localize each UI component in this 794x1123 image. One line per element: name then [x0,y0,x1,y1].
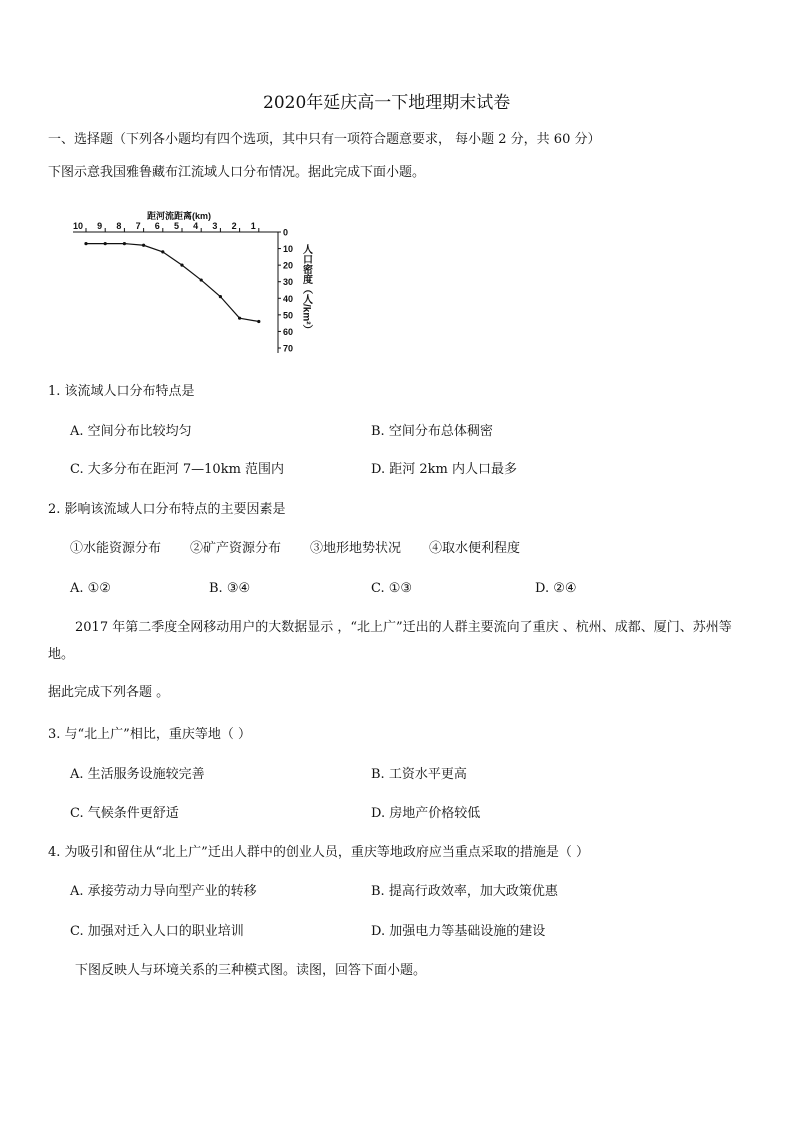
q2-option-a[interactable]: A. ①② [70,581,111,596]
q1-option-b[interactable]: B. 空间分布总体稠密 [371,424,493,439]
top-axis-label: 距河流距离(km) [147,211,212,221]
q3-option-d[interactable]: D. 房地产价格较低 [371,806,481,821]
y-tick-label: 10 [283,244,294,255]
x-tick-label: 3 [212,221,218,231]
x-tick-label: 6 [154,221,160,231]
q2-option-b[interactable]: B. ③④ [209,581,251,596]
y-tick-label: 40 [283,293,294,304]
data-point [219,295,222,298]
q2-option-c[interactable]: C. ①③ [371,581,413,596]
data-point [123,242,126,245]
x-tick-label: 2 [231,221,237,231]
data-point [257,320,260,323]
data-point [104,242,107,245]
x-tick-label: 9 [97,221,103,231]
y-tick-label: 20 [283,260,294,271]
intro-text-1: 下图示意我国雅鲁藏布江流域人口分布情况。据此完成下面小题。 [48,165,426,180]
q4-option-a[interactable]: A. 承接劳动力导向型产业的转移 [70,884,257,899]
population-density-chart [70,208,370,356]
x-tick-label: 5 [173,221,179,231]
data-point [200,278,203,281]
y-tick-label: 0 [283,227,289,238]
intro-text-2-line1: 2017 年第二季度全网移动用户的大数据显示 ，“北上广”迁出的人群主要流向了重庆 、杭州、成都、厦门、苏州等 [75,620,732,635]
x-tick-label: 4 [193,221,199,231]
data-point [142,244,145,247]
q3-option-c[interactable]: C. 气候条件更舒适 [70,806,179,821]
right-axis-label: 人口密度（人/km²） [300,244,312,335]
q4-option-c[interactable]: C. 加强对迁入人口的职业培训 [70,924,244,939]
y-tick-label: 60 [283,326,294,337]
q1-option-a[interactable]: A. 空间分布比较均匀 [70,424,192,439]
data-point [238,317,241,320]
x-tick-label: 7 [135,221,141,231]
data-point [161,250,164,253]
y-tick-label: 30 [283,277,294,288]
q3-option-b[interactable]: B. 工资水平更高 [371,767,467,782]
x-tick-label: 8 [116,221,122,231]
q2-factor-2: ②矿产资源分布 [190,541,282,556]
data-point [180,264,183,267]
q4-option-d[interactable]: D. 加强电力等基础设施的建设 [371,924,546,939]
q2-factor-4: ④取水便利程度 [429,541,521,556]
x-tick-label: 1 [250,221,256,231]
y-tick-label: 50 [283,310,294,321]
q4-option-b[interactable]: B. 提高行政效率，加大政策优惠 [371,884,558,899]
q1-option-c[interactable]: C. 大多分布在距河 7—10km 范围内 [70,462,285,477]
x-tick-label: 10 [72,221,83,231]
page-title: 2020年延庆高一下地理期末试卷 [263,93,511,113]
intro-text-2-line2: 地。 [48,647,75,662]
q1-option-d[interactable]: D. 距河 2km 内人口最多 [371,462,517,477]
q4-stem: 4. 为吸引和留住从“北上广”迁出人群中的创业人员，重庆等地政府应当重点采取的措施是（ ） [48,845,589,860]
q2-factor-3: ③地形地势状况 [310,541,402,556]
section-heading: 一、选择题（下列各小题均有四个选项，其中只有一项符合题意要求， 每小题 2 分，共 60 分） [48,132,601,147]
q3-stem: 3. 与“北上广”相比，重庆等地（ ） [48,727,251,742]
q3-option-a[interactable]: A. 生活服务设施较完善 [70,767,205,782]
population-density-line [86,244,259,322]
intro-text-3: 下图反映人与环境关系的三种模式图。读图，回答下面小题。 [75,963,427,978]
intro-text-2-line3: 据此完成下列各题 。 [48,685,170,700]
data-point [84,242,87,245]
q2-factor-1: ①水能资源分布 [70,541,162,556]
q2-option-d[interactable]: D. ②④ [535,581,577,596]
y-tick-label: 70 [283,343,294,354]
q1-stem: 1. 该流域人口分布特点是 [48,384,195,399]
q2-stem: 2. 影响该流域人口分布特点的主要因素是 [48,502,286,517]
